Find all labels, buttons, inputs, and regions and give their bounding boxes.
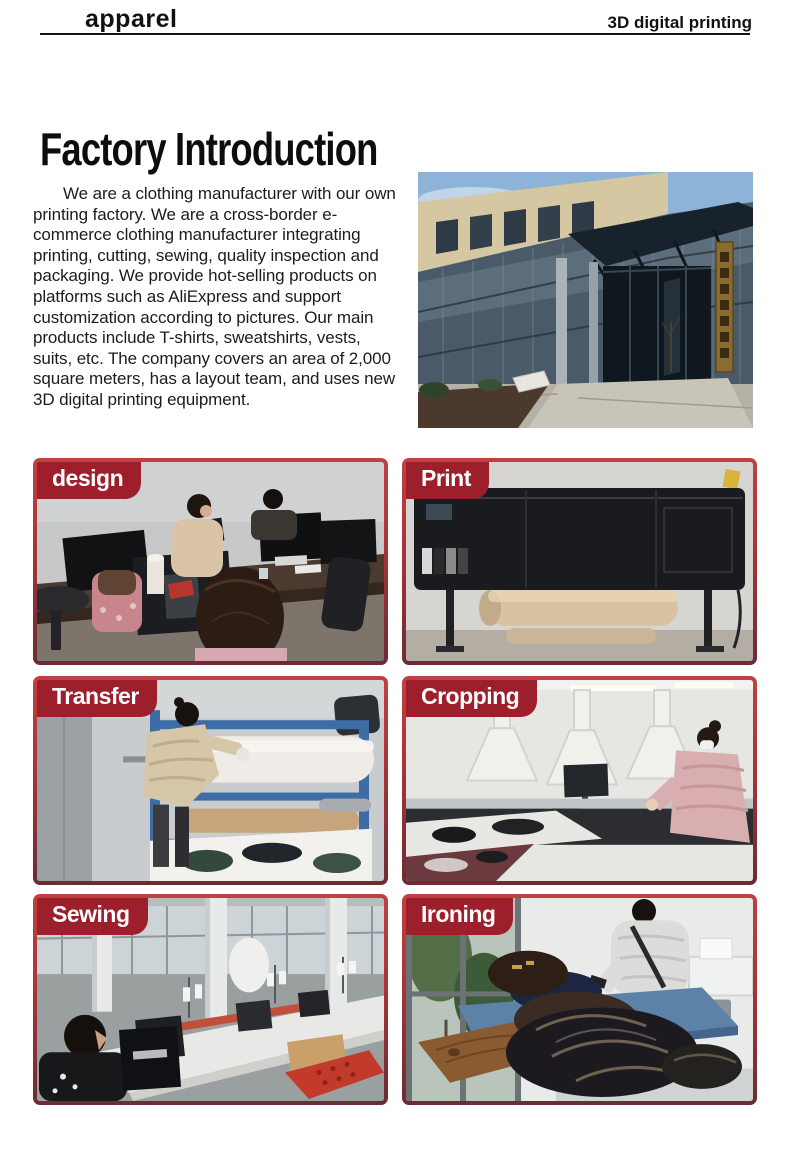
process-card-design <box>33 458 388 665</box>
process-label-print: Print <box>406 462 489 499</box>
process-label-transfer: Transfer <box>37 680 157 717</box>
intro-paragraph: We are a clothing manufacturer with our own printing factory. We are a cross-border e-commerce clothing manufacturer integrating printing, cutting, sewing, quality inspection and packaging. We provide hot-selling products on platforms such as AliExpress and support customization according to pictures. Our main products include T-shirts, sweatshirts, vests, suits, etc. The company covers an area of 2,000 square meters, has a layout team, and uses new 3D digital printing equipment. <box>33 184 396 409</box>
process-label-design: design <box>37 462 141 499</box>
process-card-cropping <box>402 676 757 885</box>
process-label-sewing: Sewing <box>37 898 148 935</box>
header-tagline: 3D digital printing <box>607 13 752 32</box>
process-label-cropping: Cropping <box>406 680 537 717</box>
process-card-transfer <box>33 676 388 885</box>
page-title: Factory Introduction <box>40 123 378 175</box>
process-label-ironing: Ironing <box>406 898 513 935</box>
worker <box>670 750 750 842</box>
plastic-bag <box>229 938 269 993</box>
process-card-print <box>402 458 757 665</box>
factory-building-illustration <box>418 172 753 428</box>
header-divider <box>40 33 750 35</box>
process-card-sewing <box>33 894 388 1105</box>
factory-building-photo <box>418 172 753 428</box>
garment-pile <box>506 1008 698 1097</box>
process-card-ironing <box>402 894 757 1105</box>
brand-logo-text: apparel <box>85 5 178 33</box>
printer-body <box>414 488 745 590</box>
